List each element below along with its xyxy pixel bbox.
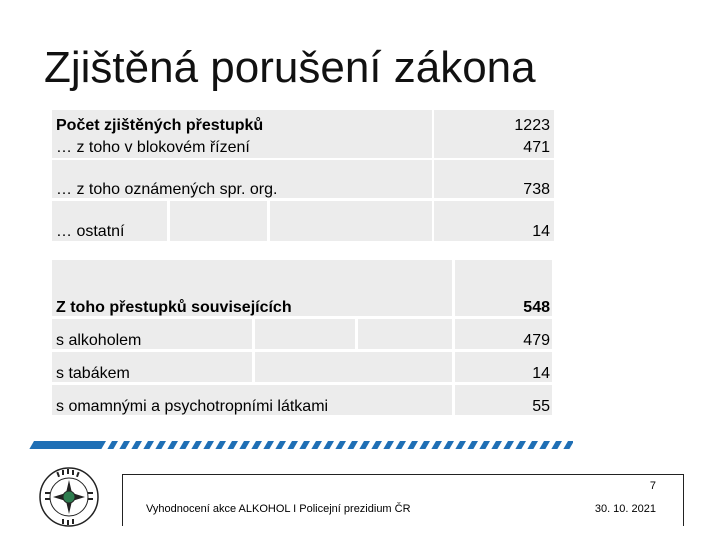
table-row-label: s alkoholem (56, 332, 142, 349)
table-cell (255, 319, 355, 349)
footer-date: 30. 10. 2021 (594, 503, 656, 515)
table-row-label: … z toho v blokovém řízení (56, 139, 250, 156)
decorative-stripe-band (28, 441, 573, 449)
page-number: 7 (649, 480, 656, 492)
table-row-value: 471 (523, 139, 550, 156)
slide-title: Zjištěná porušení zákona (44, 43, 536, 92)
table-cell (255, 352, 452, 382)
footer-box (122, 474, 684, 526)
table-cell (170, 201, 267, 241)
table-row-value: 479 (523, 332, 550, 349)
table-row-value: 55 (532, 398, 550, 415)
table-row-label: Počet zjištěných přestupků (56, 117, 264, 134)
table-row-value: 14 (532, 365, 550, 382)
table-row-label: s tabákem (56, 365, 130, 382)
table-row-value: 738 (523, 181, 550, 198)
table-row-label: s omamnými a psychotropními látkami (56, 398, 329, 415)
table-cell (358, 319, 452, 349)
footer-caption: Vyhodnocení akce ALKOHOL I Policejní prezidium ČR (146, 503, 411, 515)
table-row-value: 14 (532, 223, 550, 240)
table-cell (270, 201, 432, 241)
police-badge-icon (38, 466, 100, 528)
table-row-value: 548 (523, 299, 550, 316)
table-row-label: … z toho oznámených spr. org. (56, 181, 278, 198)
table-row-label: Z toho přestupků souvisejících (56, 299, 292, 316)
table-row-label: … ostatní (56, 223, 125, 240)
table-row-value: 1223 (514, 117, 550, 134)
